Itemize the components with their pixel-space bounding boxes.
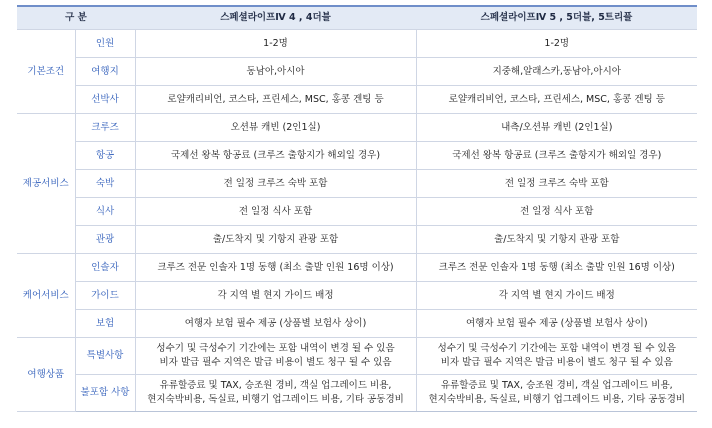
cell-product-a: 전 일정 식사 포함 <box>135 198 416 226</box>
cell-product-b <box>416 338 697 375</box>
cell-product-a: 크루즈 전문 인솔자 1명 동행 (최소 출발 인원 16명 이상) <box>135 254 416 282</box>
group-label-care: 케어서비스 <box>17 254 75 338</box>
comparison-table-wrapper <box>17 5 697 412</box>
row-label: 인원 <box>75 30 135 58</box>
cell-product-a: 로얄캐리비언, 코스타, 프린세스, MSC, 홍콩 겐팅 등 <box>135 86 416 114</box>
cell-product-b: 출/도착지 및 기항지 관광 포함 <box>416 226 697 254</box>
cell-product-b <box>416 375 697 412</box>
cell-product-b: 내측/오션뷰 캐빈 (2인1실) <box>416 114 697 142</box>
header-product-a: 스페셜라이프Ⅳ 4 , 4더블 <box>135 6 416 30</box>
cell-product-a: 전 일정 크루즈 숙박 포함 <box>135 170 416 198</box>
row-label: 관광 <box>75 226 135 254</box>
cell-product-a <box>135 375 416 412</box>
table-row <box>17 310 697 338</box>
cell-product-b: 전 일정 크루즈 숙박 포함 <box>416 170 697 198</box>
table-row <box>17 30 697 58</box>
table-header-row <box>17 6 697 30</box>
header-category: 구 분 <box>17 6 135 30</box>
cell-product-a: 각 지역 별 현지 가이드 배정 <box>135 282 416 310</box>
cell-product-a: 여행자 보험 필수 제공 (상품별 보험사 상이) <box>135 310 416 338</box>
cell-product-b: 각 지역 별 현지 가이드 배정 <box>416 282 697 310</box>
group-label-product: 여행상품 <box>17 338 75 412</box>
header-product-b: 스페셜라이프Ⅳ 5 , 5더블, 5트리플 <box>416 6 697 30</box>
row-label: 선박사 <box>75 86 135 114</box>
cell-line: 성수기 및 극성수기 기간에는 포함 내역이 변경 될 수 있음 <box>437 343 676 354</box>
table-row <box>17 226 697 254</box>
cell-product-b: 전 일정 식사 포함 <box>416 198 697 226</box>
table-row <box>17 58 697 86</box>
table-row <box>17 114 697 142</box>
table-row <box>17 375 697 412</box>
cell-product-a: 출/도착지 및 기항지 관광 포함 <box>135 226 416 254</box>
cell-line: 성수기 및 극성수기 기간에는 포함 내역이 변경 될 수 있음 <box>156 343 395 354</box>
product-comparison-table <box>17 5 697 412</box>
row-label: 인솔자 <box>75 254 135 282</box>
cell-product-b: 1-2명 <box>416 30 697 58</box>
row-label: 특별사항 <box>75 338 135 375</box>
table-row <box>17 338 697 375</box>
cell-line: 현지숙박비용, 독실료, 비행기 업그레이드 비용, 기타 공동경비 <box>147 394 404 405</box>
group-label-basic: 기본조건 <box>17 30 75 114</box>
row-label: 숙박 <box>75 170 135 198</box>
cell-product-b: 지중해,알래스카,동남아,아시아 <box>416 58 697 86</box>
cell-product-b: 로얄캐리비언, 코스타, 프린세스, MSC, 홍콩 겐팅 등 <box>416 86 697 114</box>
row-label: 식사 <box>75 198 135 226</box>
table-row <box>17 142 697 170</box>
cell-product-b: 국제선 왕복 항공료 (크루즈 출항지가 해외일 경우) <box>416 142 697 170</box>
group-label-services: 제공서비스 <box>17 114 75 254</box>
cell-product-a: 오션뷰 캐빈 (2인1실) <box>135 114 416 142</box>
cell-product-a: 동남아,아시아 <box>135 58 416 86</box>
cell-product-b: 크루즈 전문 인솔자 1명 동행 (최소 출발 인원 16명 이상) <box>416 254 697 282</box>
cell-product-a: 국제선 왕복 항공료 (크루즈 출항지가 해외일 경우) <box>135 142 416 170</box>
row-label: 항공 <box>75 142 135 170</box>
row-label: 불포함 사항 <box>75 375 135 412</box>
row-label: 가이드 <box>75 282 135 310</box>
table-row <box>17 254 697 282</box>
cell-product-b: 여행자 보험 필수 제공 (상품별 보험사 상이) <box>416 310 697 338</box>
cell-line: 비자 발급 필수 지역은 발급 비용이 별도 청구 될 수 있음 <box>440 357 673 368</box>
table-row <box>17 86 697 114</box>
cell-line: 비자 발급 필수 지역은 발급 비용이 별도 청구 될 수 있음 <box>159 357 392 368</box>
row-label: 크루즈 <box>75 114 135 142</box>
cell-line: 유류할증료 및 TAX, 승조원 경비, 객실 업그레이드 비용, <box>159 380 392 391</box>
row-label: 여행지 <box>75 58 135 86</box>
cell-product-a <box>135 338 416 375</box>
table-row <box>17 170 697 198</box>
table-row <box>17 282 697 310</box>
cell-line: 유류할증료 및 TAX, 승조원 경비, 객실 업그레이드 비용, <box>440 380 673 391</box>
cell-product-a: 1-2명 <box>135 30 416 58</box>
row-label: 보험 <box>75 310 135 338</box>
cell-line: 현지숙박비용, 독실료, 비행기 업그레이드 비용, 기타 공동경비 <box>428 394 686 405</box>
table-row <box>17 198 697 226</box>
